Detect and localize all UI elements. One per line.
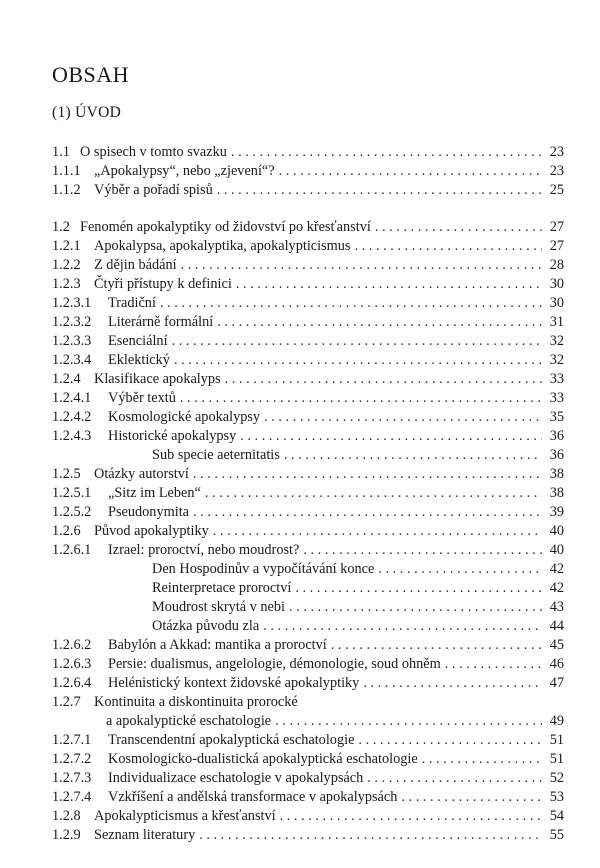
toc-entry-title: Literárně formální: [108, 314, 214, 330]
toc-entry-number: 1.2.2: [52, 257, 81, 273]
toc-entry-number: 1.2.6.1: [52, 542, 92, 558]
toc-entry-number: 1.2.3: [52, 276, 81, 292]
toc-entry-title: Apokalypticismus a křesťanství: [94, 808, 276, 824]
toc-leader-dots: [422, 750, 542, 769]
toc-entry-page: 36: [549, 428, 564, 444]
toc-entry[interactable]: [52, 655, 564, 674]
toc-entry-number: 1.2.6.4: [52, 675, 92, 691]
toc-leader-dots: [172, 332, 542, 351]
toc-entry-page: 33: [549, 390, 564, 406]
toc-entry-title: Otázka původu zla: [152, 618, 260, 634]
toc-entry[interactable]: [52, 181, 564, 200]
toc-entry-page: 55: [549, 827, 564, 843]
toc-entry-title: Tradiční: [108, 295, 156, 311]
toc-leader-dots: [217, 313, 542, 332]
toc-entry-number: 1.2.5: [52, 466, 81, 482]
toc-entry-number: 1.2.3.1: [52, 295, 92, 311]
toc-leader-dots: [295, 579, 542, 598]
toc-entry[interactable]: [52, 579, 564, 598]
toc-entry[interactable]: [52, 408, 564, 427]
toc-entry-title: „Apokalypsy“, nebo „zjevení“?: [94, 163, 275, 179]
toc-entry-title: Izrael: proroctví, nebo moudrost?: [108, 542, 300, 558]
toc-entry-title: Sub specie aeternitatis: [152, 447, 280, 463]
toc-leader-dots: [217, 181, 542, 200]
toc-entry[interactable]: [52, 465, 564, 484]
toc-entry[interactable]: [52, 788, 564, 807]
toc-leader-dots: [303, 541, 542, 560]
toc-entry-page: 30: [549, 276, 564, 292]
toc-entry[interactable]: [52, 503, 564, 522]
toc-entry[interactable]: [52, 370, 564, 389]
toc-entry[interactable]: [52, 769, 564, 788]
toc-entry-title: Babylón a Akkad: mantika a proroctví: [108, 637, 327, 653]
toc-leader-dots: [289, 598, 542, 617]
toc-entry[interactable]: [52, 256, 564, 275]
toc-entry[interactable]: [52, 541, 564, 560]
toc-entry-number: 1.2.4: [52, 371, 81, 387]
toc-entry-page: 42: [549, 580, 564, 596]
toc-entry[interactable]: [52, 560, 564, 579]
toc-entry-number: 1.2.7.4: [52, 789, 92, 805]
toc-entry-page: 23: [549, 163, 564, 179]
toc-entry[interactable]: [52, 807, 564, 826]
toc-entry-title: Kontinuita a diskontinuita prorocké: [94, 694, 298, 710]
toc-entry-title: Seznam literatury: [94, 827, 196, 843]
toc-entry-title: Reinterpretace proroctví: [152, 580, 292, 596]
toc-entry-number: 1.2.5.1: [52, 485, 92, 501]
toc-entry-number: 1.2.6: [52, 523, 81, 539]
toc-entry-title: Eklektický: [108, 352, 170, 368]
toc-entry-page: 46: [549, 656, 564, 672]
toc-entry-number: 1.2.9: [52, 827, 81, 843]
toc-entry-continuation[interactable]: [52, 712, 564, 731]
toc-entry[interactable]: [52, 275, 564, 294]
toc-entry-title-continued: a apokalyptické eschatologie: [106, 713, 272, 729]
toc-entry[interactable]: [52, 332, 564, 351]
toc-entry-page: 44: [549, 618, 564, 634]
toc-entry[interactable]: [52, 294, 564, 313]
toc-leader-dots: [367, 769, 542, 788]
toc-leader-dots: [280, 807, 542, 826]
toc-entry-number: 1.2.4.1: [52, 390, 92, 406]
toc-entry-page: 49: [549, 713, 564, 729]
toc-entry-number: 1.2.6.3: [52, 656, 92, 672]
toc-entry[interactable]: [52, 484, 564, 503]
toc-entry[interactable]: [52, 617, 564, 636]
toc-entry-page: 25: [549, 182, 564, 198]
toc-entry-title: Esenciální: [108, 333, 168, 349]
toc-entry-number: 1.2.5.2: [52, 504, 92, 520]
toc-entry-number: 1.2.7: [52, 694, 81, 710]
toc-entry-number: 1.2.7.2: [52, 751, 92, 767]
toc-entry-number: 1.2.8: [52, 808, 81, 824]
toc-entry-number: 1.1.1: [52, 163, 81, 179]
toc-leader-dots: [401, 788, 542, 807]
toc-entry[interactable]: [52, 162, 564, 181]
toc-entry-page: 39: [549, 504, 564, 520]
toc-entry-title: Čtyři přístupy k definici: [94, 276, 232, 292]
toc-leader-dots: [378, 560, 542, 579]
toc-leader-dots: [275, 712, 542, 731]
toc-entry-page: 52: [549, 770, 564, 786]
toc-entry[interactable]: [52, 143, 564, 162]
toc-entry-page: 40: [549, 523, 564, 539]
toc-entry-page: 51: [549, 732, 564, 748]
toc-entry-page: 54: [549, 808, 564, 824]
toc-entry-page: 40: [549, 542, 564, 558]
toc-entry-page: 33: [549, 371, 564, 387]
toc-entry[interactable]: [52, 446, 564, 465]
toc-leader-dots: [284, 446, 542, 465]
toc-entry-page: 32: [549, 333, 564, 349]
toc-entry-title: Otázky autorství: [94, 466, 189, 482]
toc-entry-title: Klasifikace apokalyps: [94, 371, 221, 387]
toc-entry-title: O spisech v tomto svazku: [80, 144, 227, 160]
toc-leader-dots: [193, 503, 542, 522]
toc-entry[interactable]: [52, 826, 564, 845]
toc-entry-number: 1.2: [52, 219, 70, 235]
toc-entry-page: 36: [549, 447, 564, 463]
toc-entry-page: 38: [549, 466, 564, 482]
toc-leader-dots: [445, 655, 542, 674]
toc-entry-number: 1.2.6.2: [52, 637, 92, 653]
table-of-contents: [52, 143, 564, 845]
toc-entry[interactable]: [52, 693, 564, 712]
toc-entry-page: 32: [549, 352, 564, 368]
toc-leader-dots: [236, 275, 542, 294]
toc-entry-number: 1.2.4.3: [52, 428, 92, 444]
toc-entry-page: 31: [549, 314, 564, 330]
toc-entry-number: 1.1: [52, 144, 70, 160]
toc-leader-dots: [263, 617, 542, 636]
toc-entry[interactable]: [52, 674, 564, 693]
toc-entry-page: 38: [549, 485, 564, 501]
toc-entry-page: 27: [549, 238, 564, 254]
page-heading: OBSAH: [52, 62, 130, 87]
toc-entry-number: 1.2.3.3: [52, 333, 92, 349]
toc-entry-title: Výběr a pořadí spisů: [94, 182, 213, 198]
toc-entry-number: 1.2.3.4: [52, 352, 92, 368]
toc-entry-title: Historické apokalypsy: [108, 428, 237, 444]
toc-entry-page: 53: [549, 789, 564, 805]
toc-entry-title: Výběr textů: [108, 390, 176, 406]
toc-entry-page: 47: [549, 675, 564, 691]
toc-entry-page: 43: [549, 599, 564, 615]
toc-entry-title: Fenomén apokalyptiky od židovství po křesťanství: [80, 219, 371, 235]
toc-entry-title: Moudrost skrytá v nebi: [152, 599, 286, 615]
toc-leader-dots: [225, 370, 542, 389]
toc-leader-dots: [264, 408, 542, 427]
toc-entry-page: 27: [549, 219, 564, 235]
toc-entry-title: Den Hospodinův a vypočítávání konce: [152, 561, 375, 577]
toc-leader-dots: [279, 162, 542, 181]
toc-leader-dots: [240, 427, 542, 446]
toc-entry-page: 23: [549, 144, 564, 160]
toc-entry-number: 1.2.3.2: [52, 314, 92, 330]
toc-entry-title: Apokalypsa, apokalyptika, apokalypticismus: [94, 238, 351, 254]
toc-leader-dots: [331, 636, 542, 655]
toc-entry-page: 42: [549, 561, 564, 577]
toc-entry-page: 45: [549, 637, 564, 653]
toc-entry[interactable]: [52, 427, 564, 446]
toc-entry-number: 1.2.7.1: [52, 732, 92, 748]
toc-entry-title: Helénistický kontext židovské apokalyptiky: [108, 675, 360, 691]
toc-leader-dots: [205, 484, 542, 503]
toc-entry[interactable]: [52, 389, 564, 408]
toc-leader-dots: [231, 143, 542, 162]
toc-entry[interactable]: [52, 313, 564, 332]
toc-entry[interactable]: [52, 731, 564, 750]
section-title: (1) ÚVOD: [52, 104, 122, 121]
toc-leader-dots: [193, 465, 542, 484]
toc-entry-page: 30: [549, 295, 564, 311]
toc-entry-title: Kosmologické apokalypsy: [108, 409, 261, 425]
toc-leader-dots: [174, 351, 542, 370]
toc-entry-page: 35: [549, 409, 564, 425]
toc-leader-dots: [181, 256, 542, 275]
toc-entry[interactable]: [52, 237, 564, 256]
toc-entry-title: Vzkříšení a andělská transformace v apokalypsách: [108, 789, 398, 805]
toc-entry-title: Kosmologicko-dualistická apokalyptická eschatologie: [108, 751, 418, 767]
toc-entry-number: 1.2.7.3: [52, 770, 92, 786]
toc-entry[interactable]: [52, 598, 564, 617]
toc-entry-page: 51: [549, 751, 564, 767]
toc-entry-title: „Sitz im Leben“: [108, 485, 201, 501]
toc-entry-title: Pseudonymita: [108, 504, 190, 520]
toc-leader-dots: [160, 294, 542, 313]
toc-entry-number: 1.2.1: [52, 238, 81, 254]
toc-entry-title: Transcendentní apokalyptická eschatologie: [108, 732, 355, 748]
toc-entry-number: 1.1.2: [52, 182, 81, 198]
toc-entry[interactable]: [52, 636, 564, 655]
toc-leader-dots: [213, 522, 542, 541]
toc-entry-page: 28: [549, 257, 564, 273]
toc-entry-number: 1.2.4.2: [52, 409, 92, 425]
toc-entry-title: Z dějin bádání: [94, 257, 177, 273]
toc-leader-dots: [199, 826, 542, 845]
toc-entry-title: Původ apokalyptiky: [94, 523, 209, 539]
toc-entry[interactable]: [52, 351, 564, 370]
toc-entry[interactable]: [52, 750, 564, 769]
toc-entry-title: Individualizace eschatologie v apokalypsách: [108, 770, 364, 786]
toc-entry-title: Persie: dualismus, angelologie, démonologie, soud ohněm: [108, 656, 441, 672]
toc-entry[interactable]: [52, 522, 564, 541]
toc-leader-dots: [363, 674, 542, 693]
toc-leader-dots: [355, 237, 543, 256]
toc-entry[interactable]: [52, 218, 564, 237]
toc-leader-dots: [180, 389, 542, 408]
toc-leader-dots: [358, 731, 542, 750]
section-gap: [52, 200, 564, 218]
toc-leader-dots: [375, 218, 542, 237]
